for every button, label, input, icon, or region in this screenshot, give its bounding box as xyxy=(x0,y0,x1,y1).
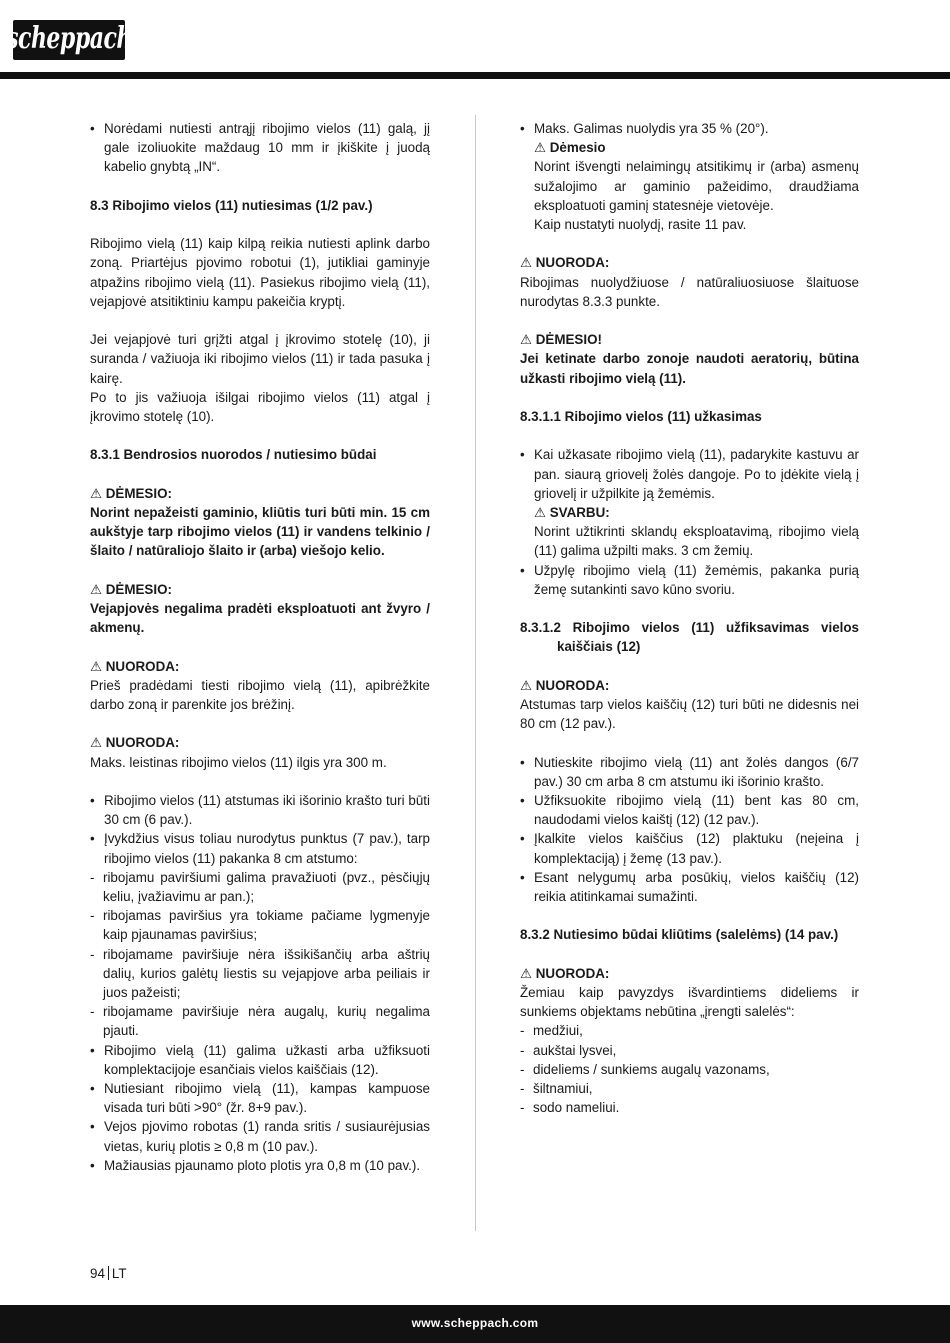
dash-item: - medžiui, xyxy=(520,1021,859,1040)
note-title: ⚠ NUORODA: xyxy=(90,658,180,674)
warning-text: Vejapjovės negalima pradėti eksploatuoti ant žvyro / akmenų. xyxy=(90,600,430,636)
caution-text: Norint išvengti nelaimingų atsitikimų ir (arba) asmenų sužalojimo ar gaminio pažeidimo, draudžiama eksploatuoti gaminį statesnėje vietovėje. xyxy=(534,159,859,213)
dash-item: - šiltnamiui, xyxy=(520,1079,859,1098)
page-number xyxy=(90,1264,127,1283)
section-heading: 8.3.2 Nutiesimo būdai kliūtims (salelėms) (14 pav.) xyxy=(520,927,839,943)
caution-text: Kaip nustatyti nuolydį, rasite 11 pav. xyxy=(534,217,747,233)
note-text: Atstumas tarp vielos kaiščių (12) turi būti ne didesnis nei 80 cm (12 pav.). xyxy=(520,697,859,732)
note-text: Ribojimas nuolydžiuose / natūraliuosiuose šlaituose nurodytas 8.3.3 punkte. xyxy=(520,274,859,309)
list-item: • Kai užkasate ribojimo vielą (11), padarykite kastuvu ar pan. siaurą griovelį žolės dangoje. Po to įdėkite vielą į griovelį ir užpilkite ją žemėmis. xyxy=(520,445,859,503)
footer-url[interactable]: www.scheppach.com xyxy=(411,1316,539,1331)
bullet-list xyxy=(520,445,859,503)
warning-text: Norint nepažeisti gaminio, kliūtis turi būti min. 15 cm aukštyje tarp ribojimo vielos (11) ir vandens telkinio / šlaito / natūraliojo šlaito ir (arba) viešojo kelio. xyxy=(90,504,430,559)
note-title: ⚠ NUORODA: xyxy=(520,677,610,693)
list-item: • Užpylę ribojimo vielą (11) žemėmis, pakanka purią žemę sutankinti savo kūno svoriu. xyxy=(520,561,859,599)
paragraph: Jei vejapjovė turi grįžti atgal į įkrovimo stotelę (10), ji suranda / važiuoja iki ribojimo vielos (11) ir tada pasuka į kairę. xyxy=(90,332,430,386)
important-title: ⚠ SVARBU: xyxy=(534,505,610,520)
dash-item: - ribojamas paviršius yra tokiame pačiame lygmenyje kaip pjaunamas paviršius; xyxy=(90,906,430,944)
list-item: • Nutieskite ribojimo vielą (11) ant žolės dangos (6/7 pav.) 30 cm arba 8 cm atstumu iki išorinio krašto. xyxy=(520,753,859,791)
section-heading: 8.3.1 Bendrosios nuorodos / nutiesimo būdai xyxy=(90,447,377,463)
list-item: • Užfiksuokite ribojimo vielą (11) bent kas 80 cm, naudodami vielos kaištį (12) (12 pav.). xyxy=(520,791,859,829)
bullet-list xyxy=(520,753,859,907)
right-column xyxy=(520,119,859,1117)
brand-logo: scheppach xyxy=(13,20,125,60)
dash-list xyxy=(90,868,430,1041)
note-text: Žemiau kaip pavyzdys išvardintiems dideliems ir sunkiems objektams nebūtina „įrengti salelės“: xyxy=(520,985,859,1020)
footer-bar xyxy=(0,1305,950,1343)
bullet-list xyxy=(90,119,430,177)
bullet-list xyxy=(520,119,859,138)
warning-title: ⚠ DĖMESIO! xyxy=(520,332,602,348)
left-column xyxy=(90,119,430,1175)
list-item: • Norėdami nutiesti antrąjį ribojimo vielos (11) galą, jį gale izoliuokite maždaug 10 mm ir įkiškite į juodą kabelio gnybtą „IN“. xyxy=(90,119,430,177)
important-text: Norint užtikrinti sklandų eksploatavimą, ribojimo vielą (11) galima užpilti maks. 3 cm žemių. xyxy=(534,524,859,559)
language-code: LT xyxy=(111,1266,127,1281)
bullet-list xyxy=(520,561,859,599)
column-divider xyxy=(475,115,476,1231)
warning-text: Jei ketinate darbo zonoje naudoti aeratorių, būtina užkasti ribojimo vielą (11). xyxy=(520,351,859,386)
dash-item: - ribojamu paviršiumi galima pravažiuoti (pvz., pėsčiųjų keliu, įvažiavimu ar pan.); xyxy=(90,868,430,906)
note-title: ⚠ NUORODA: xyxy=(90,735,180,751)
page-separator xyxy=(108,1266,109,1280)
list-item: • Įvykdžius visus toliau nurodytus punktus (7 pav.), tarp ribojimo vielos (11) pakanka 8 cm atstumo: xyxy=(90,829,430,867)
note-text: Prieš pradėdami tiesti ribojimo vielą (11), apibrėžkite darbo zoną ir parenkite jos brėžinį. xyxy=(90,677,430,712)
paragraph: Ribojimo vielą (11) kaip kilpą reikia nutiesti aplink darbo zoną. Priartėjus pjovimo robotui (1), jutikliai gaminyje atpažins ribojimo vielą (11). Pasiekus ribojimo vielą (11), vejapjovė atsitiktiniu kampu pakeičia kryptį. xyxy=(90,236,430,309)
page-number-value: 94 xyxy=(90,1266,105,1281)
list-item: • Ribojimo vielos (11) atstumas iki išorinio krašto turi būti 30 cm (6 pav.). xyxy=(90,791,430,829)
section-heading: 8.3.1.2 Ribojimo vielos (11) užfiksavimas vielos kaiščiais (12) xyxy=(520,620,859,655)
dash-item: - ribojamame paviršiuje nėra augalų, kurių negalima pjauti. xyxy=(90,1002,430,1040)
note-title: ⚠ NUORODA: xyxy=(520,965,610,981)
bullet-list xyxy=(90,1041,430,1175)
caution-title: ⚠ Dėmesio xyxy=(534,140,606,156)
list-item: • Ribojimo vielą (11) galima užkasti arba užfiksuoti komplektacijoje esančiais vielos kaiščiais (12). xyxy=(90,1041,430,1079)
note-text: Maks. leistinas ribojimo vielos (11) ilgis yra 300 m. xyxy=(90,754,387,770)
dash-list xyxy=(520,1021,859,1117)
list-item: • Mažiausias pjaunamo ploto plotis yra 0,8 m (10 pav.). xyxy=(90,1156,430,1175)
list-item: • Vejos pjovimo robotas (1) randa sritis / susiaurėjusias vietas, kurių plotis ≥ 0,8 m (10 pav.). xyxy=(90,1117,430,1155)
paragraph: Po to jis važiuoja išilgai ribojimo vielos (11) atgal į įkrovimo stotelę (10). xyxy=(90,389,430,424)
dash-item: - dideliems / sunkiems augalų vazonams, xyxy=(520,1060,859,1079)
header-rule xyxy=(0,72,950,79)
note-title: ⚠ NUORODA: xyxy=(520,255,610,271)
bullet-list xyxy=(90,791,430,868)
section-heading: 8.3.1.1 Ribojimo vielos (11) užkasimas xyxy=(520,409,762,424)
dash-item: - aukštai lysvei, xyxy=(520,1041,859,1060)
list-item: • Nutiesiant ribojimo vielą (11), kampas kampuose visada turi būti >90° (žr. 8+9 pav.). xyxy=(90,1079,430,1117)
warning-title: ⚠ DĖMESIO: xyxy=(90,485,172,501)
dash-item: - sodo nameliui. xyxy=(520,1098,859,1117)
warning-title: ⚠ DĖMESIO: xyxy=(90,581,172,597)
list-item: • Įkalkite vielos kaiščius (12) plaktuku (neįeina į komplektaciją) į žemę (13 pav.). xyxy=(520,829,859,867)
dash-item: - ribojamame paviršiuje nėra išsikišančių arba aštrių dalių, kurios galėtų liestis su vejapjove arba peiliais ir juos pažeisti; xyxy=(90,945,430,1003)
list-item: • Esant nelygumų arba posūkių, vielos kaiščių (12) reikia atitinkamai sumažinti. xyxy=(520,868,859,906)
section-heading: 8.3 Ribojimo vielos (11) nutiesimas (1/2 pav.) xyxy=(90,197,373,213)
list-item: • Maks. Galimas nuolydis yra 35 % (20°). xyxy=(520,119,859,138)
